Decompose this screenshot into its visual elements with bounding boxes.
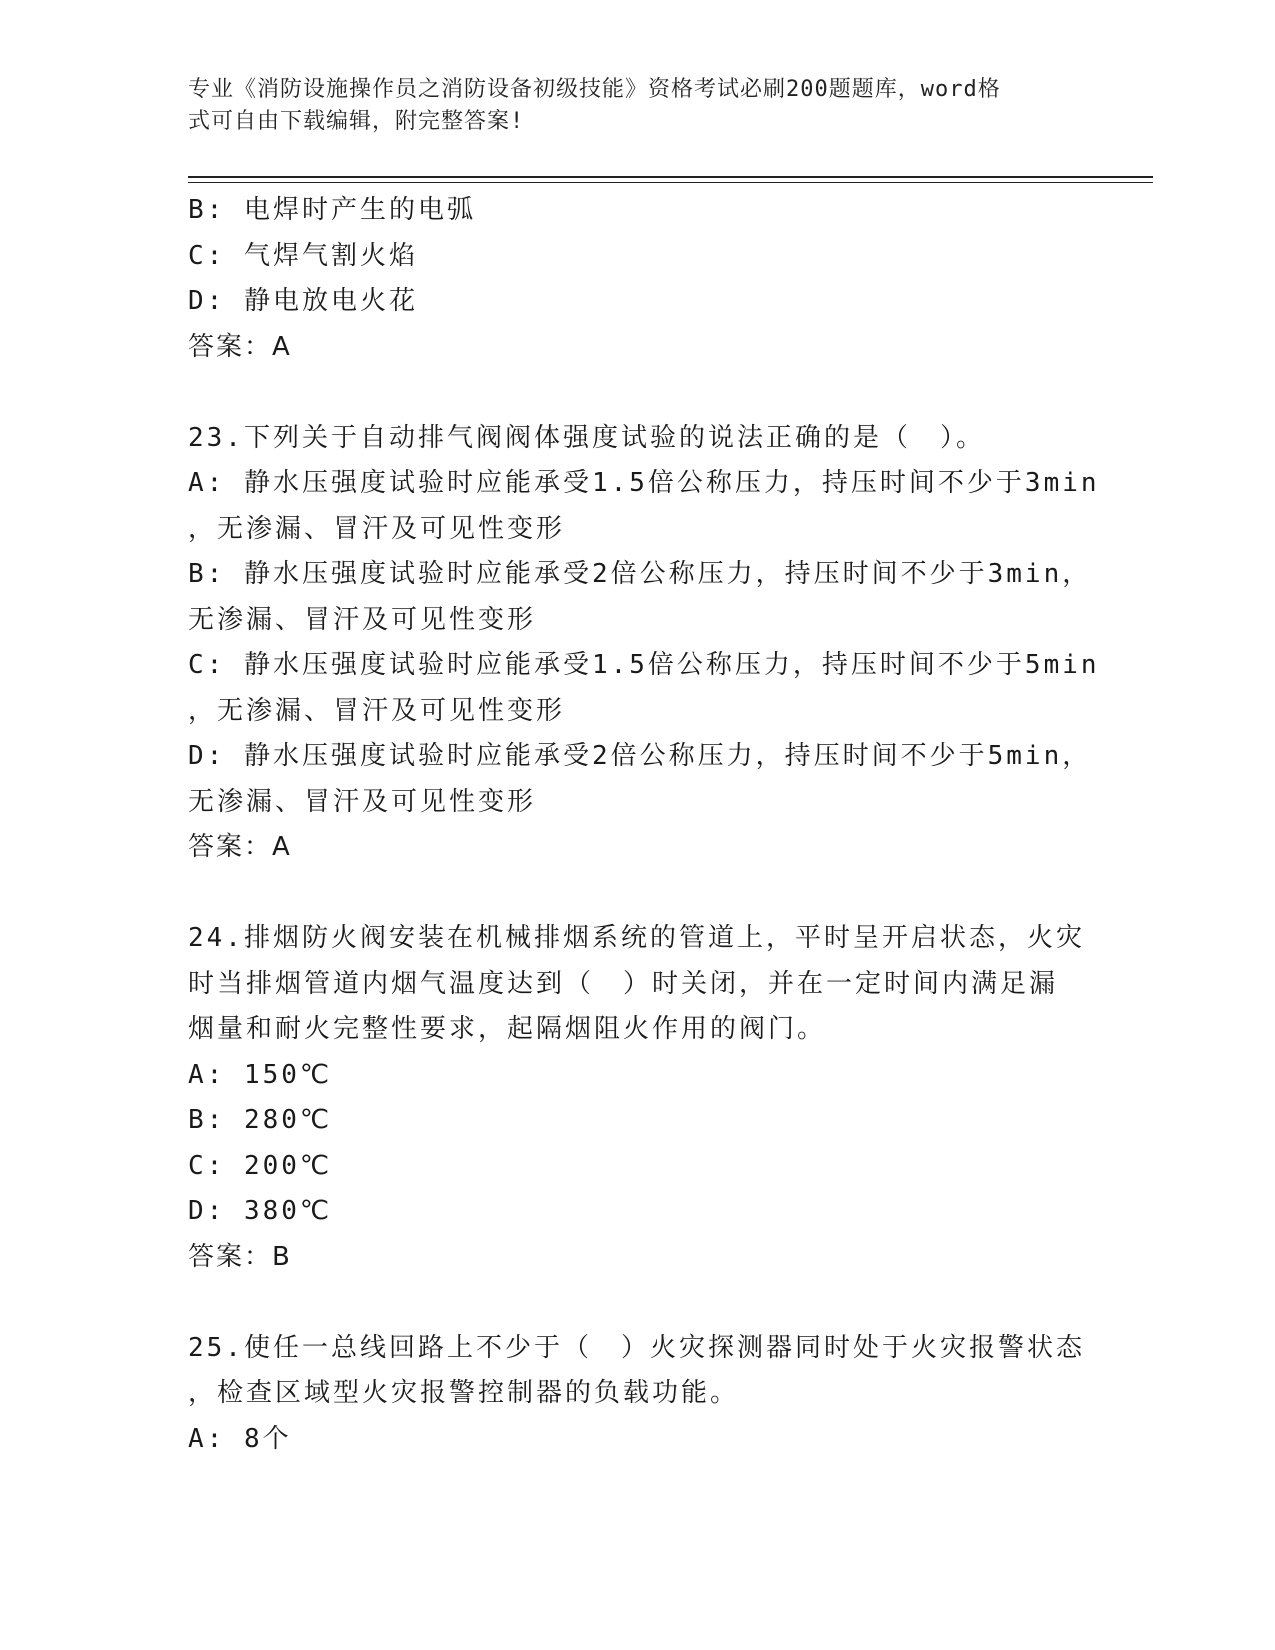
spacer (188, 1280, 1098, 1326)
header-line-2: 式可自由下载编辑，附完整答案! (188, 109, 525, 134)
question-stem-line-1: 25.使任一总线回路上不少于（ ）火灾探测器同时处于火灾报警状态 (188, 1332, 1085, 1363)
option-d-line-1: D: 静水压强度试验时应能承受2倍公称压力，持压时间不少于5min， (188, 741, 1092, 771)
question-stem: 23.下列关于自动排气阀阀体强度试验的说法正确的是（ ）。 (188, 422, 985, 453)
document-header (188, 74, 1088, 138)
answer-line: 答案：B (188, 1241, 292, 1272)
question-stem-line-3: 烟量和耐火完整性要求，起隔烟阻火作用的阀门。 (188, 1014, 827, 1044)
question-25 (188, 1326, 1098, 1463)
option-d-line-2: 无渗漏、冒汗及可见性变形 (188, 786, 537, 817)
question-23 (188, 416, 1098, 871)
question-stem-line-1: 24.排烟防火阀安装在机械排烟系统的管道上，平时呈开启状态，火灾 (188, 923, 1085, 953)
option-c-line-1: C: 静水压强度试验时应能承受1.5倍公称压力，持压时间不少于5min (188, 650, 1100, 680)
option-a-line-1: A: 静水压强度试验时应能承受1.5倍公称压力，持压时间不少于3min (188, 468, 1100, 498)
answer-line: 答案：A (188, 832, 292, 862)
option-c: C: 200℃ (188, 1150, 333, 1181)
option-c: C: 气焊气割火焰 (188, 240, 418, 271)
option-a: A: 8个 (188, 1423, 292, 1454)
option-a-line-2: ，无渗漏、冒汗及可见性变形 (188, 513, 566, 544)
option-b: B: 280℃ (188, 1105, 333, 1135)
option-c-line-2: ，无渗漏、冒汗及可见性变形 (188, 695, 566, 726)
option-a: A: 150℃ (188, 1059, 333, 1090)
header-divider-thick (188, 176, 1153, 178)
question-stem-line-2: ，检查区域型火灾报警控制器的负载功能。 (188, 1378, 740, 1408)
question-content (188, 188, 1098, 1462)
question-24 (188, 916, 1098, 1280)
option-b: B: 电焊时产生的电弧 (188, 195, 476, 225)
spacer (188, 871, 1098, 917)
header-line-1: 专业《消防设施操作员之消防设备初级技能》资格考试必刷200题题库，word格 (188, 77, 1001, 102)
option-b-line-1: B: 静水压强度试验时应能承受2倍公称压力，持压时间不少于3min， (188, 559, 1092, 589)
question-stem-line-2: 时当排烟管道内烟气温度达到（ ）时关闭，并在一定时间内满足漏 (188, 968, 1059, 999)
spacer (188, 370, 1098, 416)
option-d: D: 380℃ (188, 1196, 333, 1226)
question-22-tail (188, 188, 1098, 370)
option-d: D: 静电放电火花 (188, 286, 418, 316)
answer-line: 答案：A (188, 331, 292, 362)
header-divider-thin (188, 182, 1153, 183)
option-b-line-2: 无渗漏、冒汗及可见性变形 (188, 604, 537, 635)
